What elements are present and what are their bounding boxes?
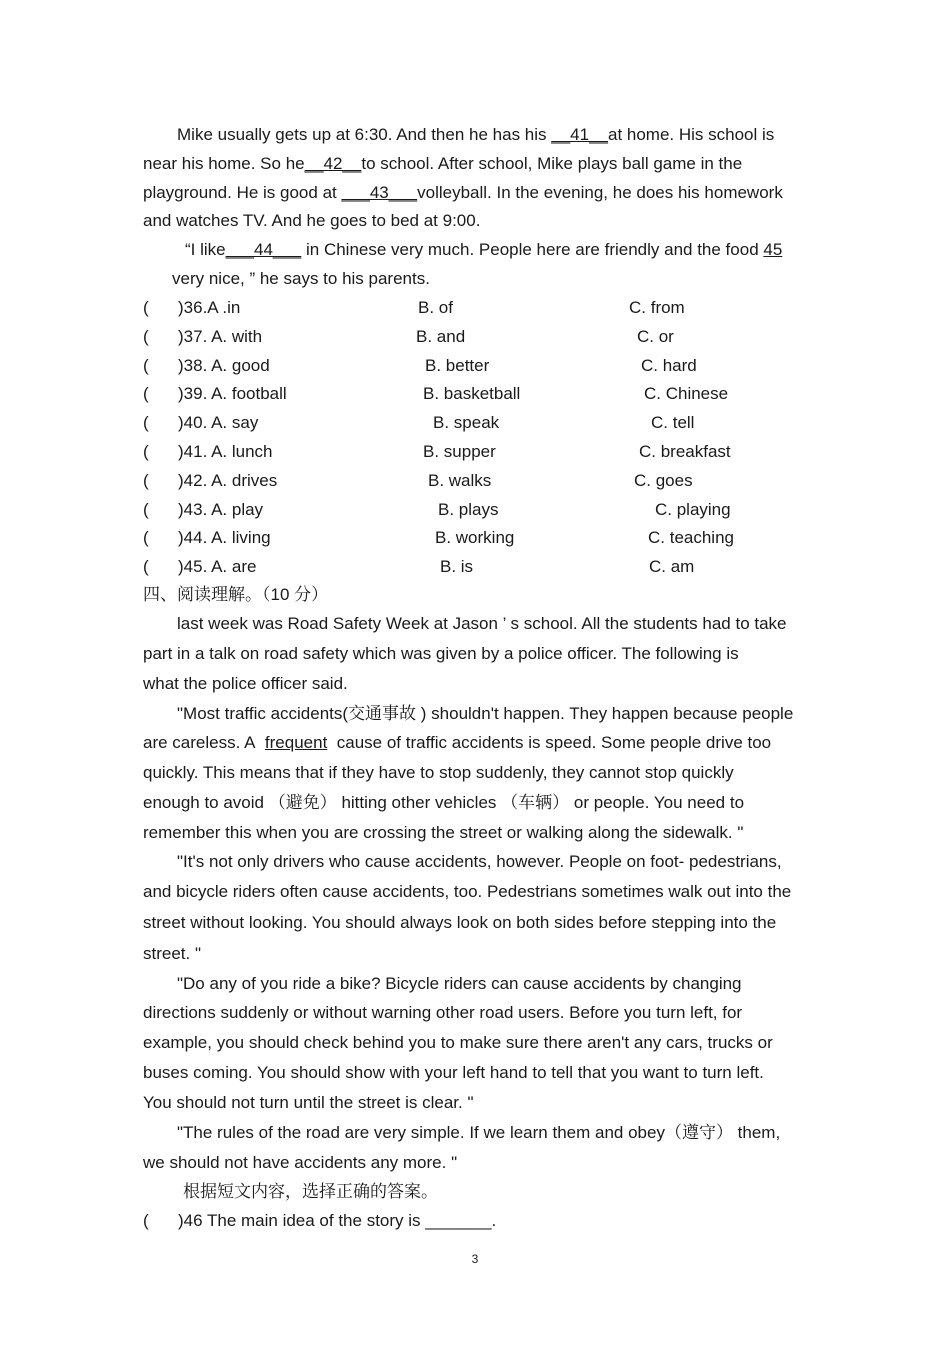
reading-line: "Do any of you ride a bike? Bicycle riders can cause accidents by changing: [177, 974, 742, 993]
page-number: 3: [471, 1252, 479, 1266]
reading-line: last week was Road Safety Week at Jason ’ s school. All the students had to take: [177, 614, 787, 633]
reading-line: enough to avoid （避免） hitting other vehicles （车辆） or people. You need to: [143, 793, 745, 812]
cloze-line-1: Mike usually gets up at 6:30. And then he has his __41__at home. His school is: [177, 125, 775, 144]
reading-line: part in a talk on road safety which was given by a police officer. The following is: [143, 644, 739, 663]
instruction-line: 根据短文内容，选择正确的答案。: [183, 1182, 438, 1201]
reading-line: we should not have accidents any more. ": [143, 1153, 458, 1172]
reading-line: quickly. This means that if they have to stop suddenly, they cannot stop quickly: [143, 763, 734, 782]
blank-44: ___44___: [225, 240, 302, 259]
cloze-line-5: “I like___44___ in Chinese very much. People here are friendly and the food 45: [185, 240, 783, 259]
blank-42: __42__: [304, 154, 362, 173]
reading-line: and bicycle riders often cause accidents, too. Pedestrians sometimes walk out into the: [143, 882, 792, 901]
blank-45: 45: [763, 240, 783, 259]
reading-line: example, you should check behind you to make sure there aren't any cars, trucks or: [143, 1033, 773, 1052]
cloze-line-3: playground. He is good at ___43___volleyball. In the evening, he does his homework: [143, 183, 783, 202]
reading-line: street. ": [143, 944, 201, 963]
cloze-line-6: very nice, ” he says to his parents.: [172, 269, 430, 288]
reading-line: are careless. A frequent cause of traffic accidents is speed. Some people drive too: [143, 733, 772, 752]
reading-line: "It's not only drivers who cause accidents, however. People on foot- pedestrians,: [177, 852, 782, 871]
blank-41: __41__: [551, 125, 608, 144]
underlined-word-frequent: frequent: [264, 733, 328, 752]
blank-43: ___43___: [341, 183, 418, 202]
reading-line: street without looking. You should always look on both sides before stepping into the: [143, 913, 777, 932]
reading-line: "Most traffic accidents(交通事故 ) shouldn't happen. They happen because people: [177, 704, 794, 723]
reading-line: buses coming. You should show with your left hand to tell that you want to turn left.: [143, 1063, 764, 1082]
cloze-line-4: and watches TV. And he goes to bed at 9:00.: [143, 211, 481, 230]
reading-line: what the police officer said.: [143, 674, 348, 693]
reading-line: You should not turn until the street is clear. ": [143, 1093, 474, 1112]
cloze-line-2: near his home. So he__42__to school. After school, Mike plays ball game in the: [143, 154, 743, 173]
reading-line: remember this when you are crossing the street or walking along the sidewalk. ": [143, 823, 744, 842]
reading-line: directions suddenly or without warning other road users. Before you turn left, for: [143, 1003, 743, 1022]
reading-line: "The rules of the road are very simple. If we learn them and obey（遵守） them,: [177, 1123, 781, 1142]
section-heading: 四、阅读理解。（10 分）: [143, 585, 329, 604]
